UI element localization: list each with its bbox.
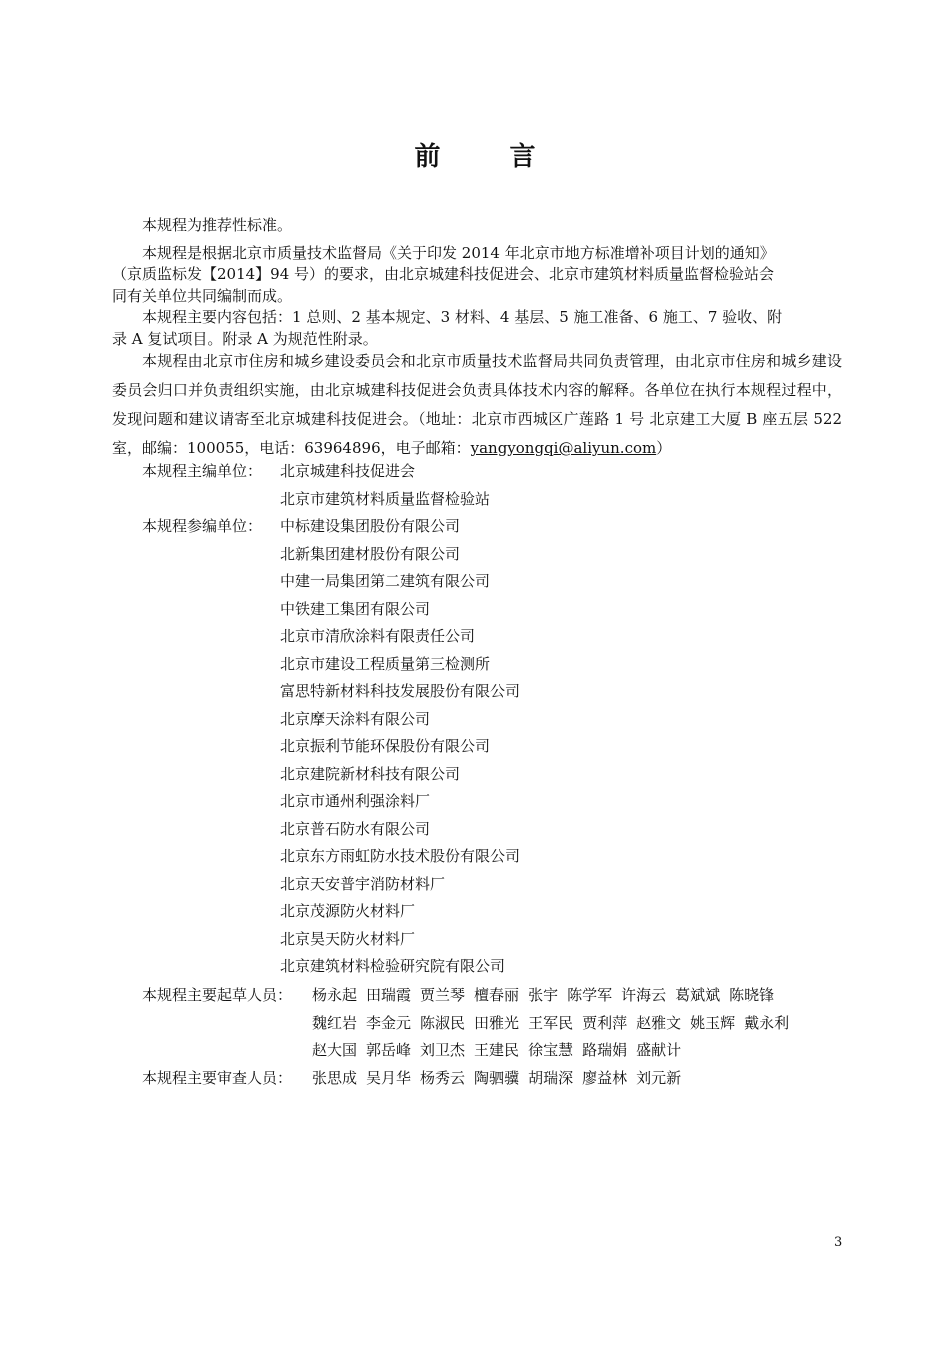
drafter-name: 田雅光 <box>474 1014 520 1032</box>
reviewers-row <box>312 1067 690 1088</box>
drafter-name: 李金元 <box>366 1014 412 1032</box>
drafter-name: 许海云 <box>621 986 667 1004</box>
paragraph-standard-type: 本规程为推荐性标准。 <box>142 216 293 234</box>
management-close: ） <box>656 439 672 457</box>
drafter-name: 张宇 <box>528 986 559 1004</box>
reviewer-name: 廖益林 <box>582 1069 628 1087</box>
drafter-name: 陈晓锋 <box>729 986 775 1004</box>
drafter-name: 戴永利 <box>744 1014 790 1032</box>
drafter-name: 贾利萍 <box>582 1014 628 1032</box>
paragraph-basis-line-1: 本规程是根据北京市质量技术监督局《关于印发 2014 年北京市地方标准增补项目计划的通知》 <box>142 244 775 262</box>
drafter-name: 檀春丽 <box>474 986 520 1004</box>
drafter-name: 魏红岩 <box>312 1014 358 1032</box>
page-title: 前 言 <box>414 142 566 172</box>
drafter-name: 王军民 <box>528 1014 574 1032</box>
drafter-name: 赵雅文 <box>636 1014 682 1032</box>
participating-unit: 北京东方雨虹防水技术股份有限公司 <box>280 847 521 865</box>
drafter-name: 刘卫杰 <box>420 1041 466 1059</box>
participating-unit: 北京建筑材料检验研究院有限公司 <box>280 957 506 975</box>
drafter-name: 陈淑民 <box>420 1014 466 1032</box>
participating-unit: 中标建设集团股份有限公司 <box>280 517 461 535</box>
participating-unit: 北京市清欣涂料有限责任公司 <box>280 627 476 645</box>
drafters-row-1 <box>312 984 783 1005</box>
reviewers-label: 本规程主要审查人员： <box>142 1069 293 1087</box>
paragraph-contents-line-1: 本规程主要内容包括：1 总则、2 基本规定、3 材料、4 基层、5 施工准备、6 施工、7 验收、附 <box>142 308 783 326</box>
paragraph-basis-line-2: （京质监标发【2014】94 号）的要求，由北京城建科技促进会、北京市建筑材料质量监督检验站会 <box>112 265 775 283</box>
participating-unit: 北京昊天防火材料厂 <box>280 930 416 948</box>
drafters-label: 本规程主要起草人员： <box>142 986 293 1004</box>
drafter-name: 陈学军 <box>567 986 613 1004</box>
drafter-name: 郭岳峰 <box>366 1041 412 1059</box>
participating-unit: 北京茂源防火材料厂 <box>280 902 416 920</box>
paragraph-basis-line-3: 同有关单位共同编制而成。 <box>112 287 293 305</box>
reviewer-name: 陶驷骥 <box>474 1069 520 1087</box>
reviewer-name: 刘元新 <box>636 1069 682 1087</box>
drafter-name: 姚玉辉 <box>690 1014 736 1032</box>
drafters-row-3 <box>312 1039 690 1060</box>
drafter-name: 路瑞娟 <box>582 1041 628 1059</box>
participating-unit: 北京振利节能环保股份有限公司 <box>280 737 491 755</box>
email-link[interactable]: yangyongqi@aliyun.com <box>470 439 657 457</box>
participating-unit: 中铁建工集团有限公司 <box>280 600 431 618</box>
participating-units-label: 本规程参编单位： <box>142 517 263 535</box>
participating-unit: 北京市建设工程质量第三检测所 <box>280 655 491 673</box>
participating-unit: 中建一局集团第二建筑有限公司 <box>280 572 491 590</box>
drafter-name: 贾兰琴 <box>420 986 466 1004</box>
participating-unit: 北京摩天涂料有限公司 <box>280 710 431 728</box>
participating-unit: 北新集团建材股份有限公司 <box>280 545 461 563</box>
drafter-name: 王建民 <box>474 1041 520 1059</box>
page-number: 3 <box>834 1235 843 1250</box>
reviewer-name: 胡瑞深 <box>528 1069 574 1087</box>
paragraph-management <box>112 347 842 463</box>
participating-unit: 北京天安普宇消防材料厂 <box>280 875 446 893</box>
chief-unit: 北京市建筑材料质量监督检验站 <box>280 490 491 508</box>
reviewer-name: 吴月华 <box>366 1069 412 1087</box>
participating-unit: 富思特新材料科技发展股份有限公司 <box>280 682 521 700</box>
participating-unit: 北京建院新材科技有限公司 <box>280 765 461 783</box>
management-text: 本规程由北京市住房和城乡建设委员会和北京市质量技术监督局共同负责管理，由北京市住房和城乡建设委员会归口并负责组织实施，由北京城建科技促进会负责具体技术内容的解释。各单位在执行本规程过程中，发现问题和建议请寄至北京城建科技促进会。（地址：北京市西城区广莲路 1 号 北京建工大厦 B 座五层 522 室，邮编：100055，电话：63964896，电子邮箱： <box>112 352 842 457</box>
drafter-name: 葛斌斌 <box>675 986 721 1004</box>
drafter-name: 杨永起 <box>312 986 358 1004</box>
drafter-name: 徐宝慧 <box>528 1041 574 1059</box>
drafters-row-2 <box>312 1012 798 1033</box>
drafter-name: 盛献计 <box>636 1041 682 1059</box>
chief-unit: 北京城建科技促进会 <box>280 462 416 480</box>
participating-unit: 北京普石防水有限公司 <box>280 820 431 838</box>
chief-units-label: 本规程主编单位： <box>142 462 263 480</box>
participating-unit: 北京市通州利强涂料厂 <box>280 792 431 810</box>
drafter-name: 赵大国 <box>312 1041 358 1059</box>
reviewer-name: 张思成 <box>312 1069 358 1087</box>
drafter-name: 田瑞霞 <box>366 986 412 1004</box>
paragraph-contents-line-2: 录 A 复试项目。附录 A 为规范性附录。 <box>112 330 378 348</box>
reviewer-name: 杨秀云 <box>420 1069 466 1087</box>
